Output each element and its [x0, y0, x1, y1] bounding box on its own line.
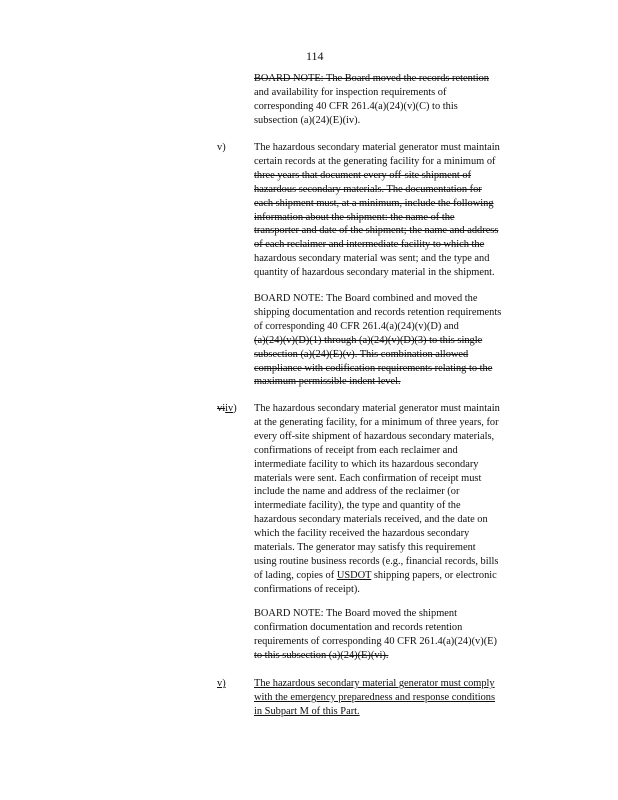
line-text: confirmations of receipt).	[254, 583, 360, 595]
deleted-text: to this subsection (a)(24)(E)(vi).	[254, 649, 389, 661]
text-line	[254, 292, 532, 306]
line-text: shipping documentation and records retention requirements	[254, 306, 502, 318]
text-line	[254, 569, 532, 583]
deleted-text: of each reclaimer and intermediate facility to which the	[254, 239, 485, 251]
text-line	[254, 430, 532, 444]
deleted-text: BOARD NOTE: The Board moved the records retention	[254, 73, 489, 84]
item-v-label: v)	[217, 142, 226, 153]
text-line	[254, 114, 532, 128]
text-line	[254, 635, 532, 649]
text-line	[254, 691, 532, 705]
line-text: subsection (a)(24)(E)(iv).	[254, 114, 361, 126]
text-line	[254, 513, 532, 527]
item-iv-board-note	[254, 607, 532, 663]
text-line	[254, 583, 532, 597]
text-line	[254, 621, 532, 635]
text-line	[254, 458, 532, 472]
page-number: 114	[306, 49, 324, 63]
text-line	[254, 183, 532, 197]
text-line	[254, 375, 532, 389]
line-text: of lading, copies of	[254, 569, 337, 581]
text-line	[254, 86, 532, 100]
text-line	[254, 348, 532, 362]
text-line	[254, 252, 532, 266]
item-iv-label	[217, 402, 237, 416]
line-text: every off-site shipment of hazardous secondary materials,	[254, 430, 495, 442]
text-line	[254, 266, 532, 280]
text-line	[254, 197, 532, 211]
deleted-text: hazardous secondary materials. The documentation for	[254, 183, 482, 195]
line-text: BOARD NOTE: The Board combined and moved the	[254, 293, 478, 304]
line-text: of corresponding 40 CFR 261.4(a)(24)(v)(D) and	[254, 320, 459, 332]
text-line	[254, 677, 532, 691]
item-iv-label-inserted: iv	[225, 403, 234, 414]
text-line	[254, 155, 532, 169]
deleted-text: maximum permissible indent level.	[254, 376, 401, 388]
item-iv-text	[254, 402, 532, 597]
inserted-text: in Subpart M of this Part.	[254, 705, 360, 717]
text-line	[254, 100, 532, 114]
text-line	[254, 169, 532, 183]
text-line	[254, 362, 532, 376]
deleted-text: transporter and date of the shipment; the name and address	[254, 225, 499, 237]
text-line	[254, 607, 532, 621]
text-line	[254, 555, 532, 569]
text-line	[254, 320, 532, 334]
text-line	[254, 238, 532, 252]
deleted-text: (a)(24)(v)(D)(1) through (a)(24)(v)(D)(3) to this single	[254, 334, 483, 346]
inserted-text: with the emergency preparedness and response conditions	[254, 691, 496, 703]
line-text: confirmation documentation and records retention	[254, 621, 463, 633]
line-text: intermediate facility), the type and quantity of the	[254, 500, 461, 512]
text-line	[254, 141, 532, 155]
line-text: and availability for inspection requirements of	[254, 86, 447, 98]
text-line	[254, 72, 532, 86]
deleted-text: information about the shipment: the name of the	[254, 211, 455, 223]
item-v-text	[254, 141, 532, 280]
text-line	[254, 306, 532, 320]
item-v2-label: v)	[217, 678, 226, 689]
inserted-text: The hazardous secondary material generator must comply	[254, 678, 495, 689]
line-text: hazardous secondary material was sent; and the type and	[254, 253, 490, 265]
line-text: shipping papers, or electronic	[371, 569, 497, 581]
line-text: include the name and address of the reclaimer (or	[254, 486, 460, 498]
text-line	[254, 541, 532, 555]
line-text: materials. The generator may satisfy this requirement	[254, 542, 476, 554]
text-line	[254, 472, 532, 486]
deleted-text: each shipment must, at a minimum, include the following	[254, 197, 494, 209]
line-text: requirements of corresponding 40 CFR 261.4(a)(24)(v)(E)	[254, 635, 497, 647]
text-line	[254, 334, 532, 348]
deleted-text: three years that document every off-site shipment of	[254, 169, 472, 181]
line-text: corresponding 40 CFR 261.4(a)(24)(v)(C) to this	[254, 100, 458, 112]
text-line	[254, 705, 532, 719]
text-line	[254, 211, 532, 225]
line-text: BOARD NOTE: The Board moved the shipment	[254, 608, 457, 619]
text-line	[254, 499, 532, 513]
item-v-board-note	[254, 292, 532, 389]
text-line	[254, 416, 532, 430]
text-line	[254, 527, 532, 541]
board-note-top	[254, 72, 532, 128]
line-text: using routine business records (e.g., financial records, bills	[254, 555, 499, 567]
item-iv-label-deleted: vi	[217, 403, 226, 414]
line-text: quantity of hazardous secondary material in the shipment.	[254, 267, 495, 279]
deleted-text: compliance with codification requirements relating to the	[254, 362, 493, 374]
text-line	[254, 224, 532, 238]
text-line	[254, 402, 532, 416]
line-text: intermediate facility to which its hazardous secondary	[254, 458, 479, 470]
item-v2-text	[254, 677, 532, 719]
underlined-text: USDOT	[336, 569, 372, 581]
text-line	[254, 444, 532, 458]
text-line	[254, 485, 532, 499]
line-text: materials were sent. Each confirmation of receipt must	[254, 472, 482, 484]
line-text: hazardous secondary materials received, and the date on	[254, 514, 488, 526]
line-text: confirmations of receipt from each reclaimer and	[254, 444, 458, 456]
item-iv-label-paren: )	[233, 403, 237, 414]
deleted-text: subsection (a)(24)(E)(v). This combination allowed	[254, 348, 469, 360]
line-text: The hazardous secondary material generator must maintain	[254, 142, 500, 153]
line-text: which the facility received the hazardous secondary	[254, 528, 470, 540]
line-text: The hazardous secondary material generator must maintain	[254, 403, 500, 414]
line-text: certain records at the generating facility for a minimum of	[254, 155, 496, 167]
text-line	[254, 649, 532, 663]
line-text: at the generating facility, for a minimum of three years, for	[254, 416, 499, 428]
